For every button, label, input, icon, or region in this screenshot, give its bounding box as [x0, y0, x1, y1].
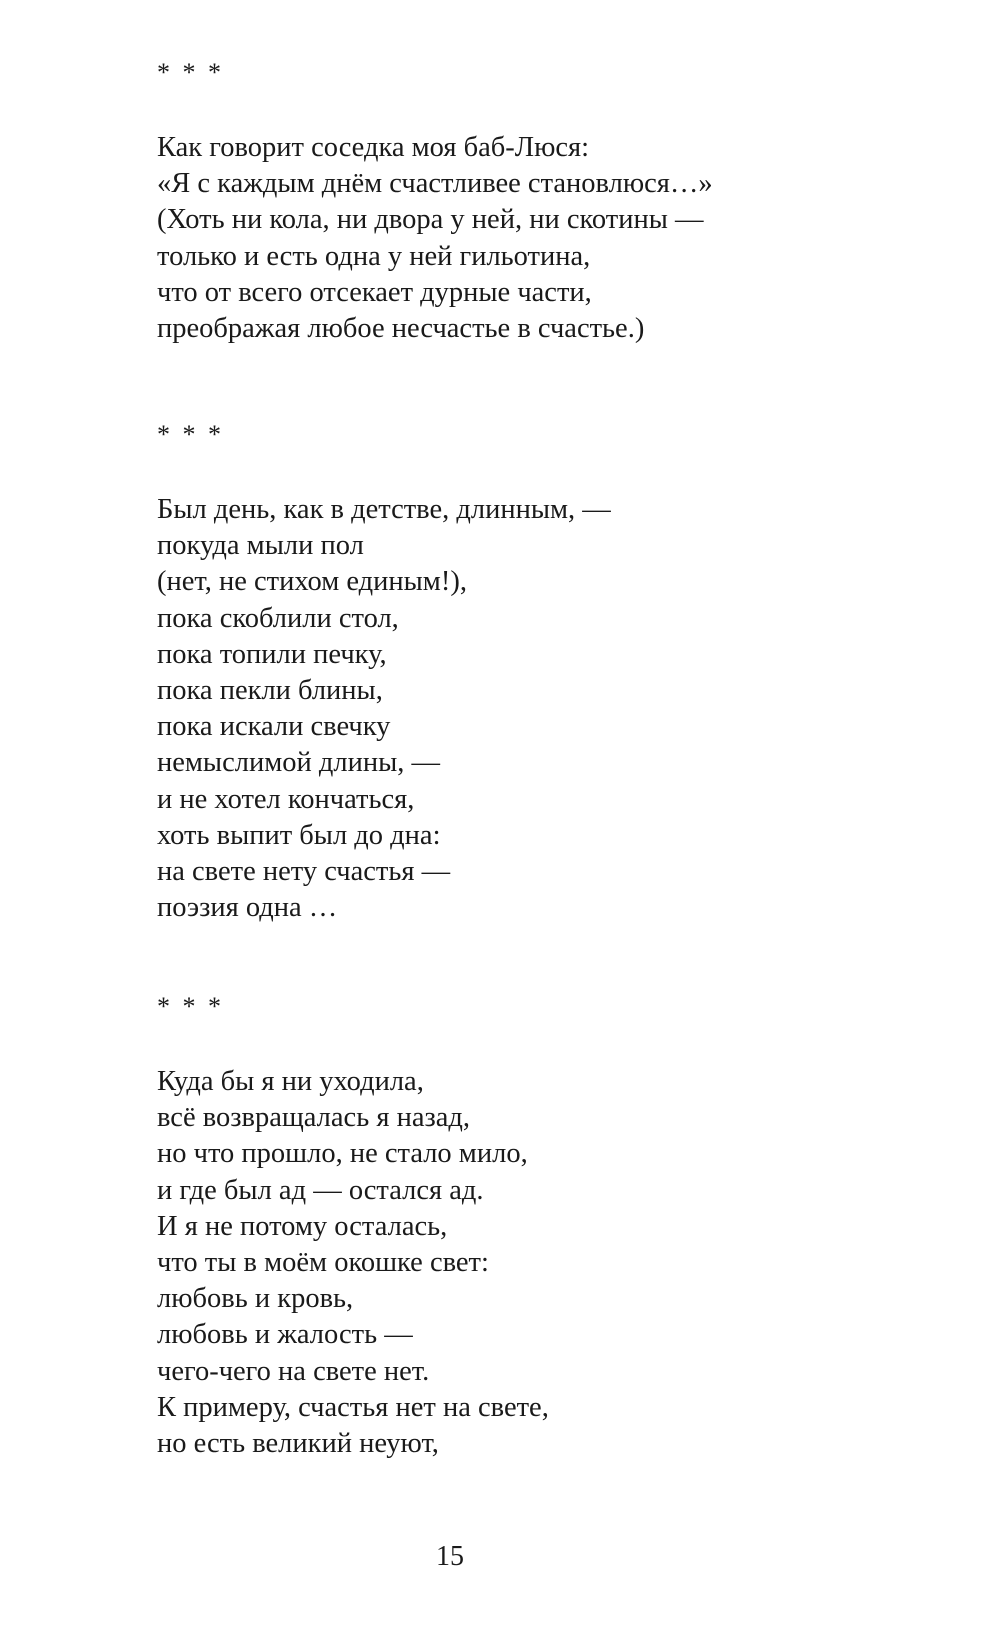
- poem-line: покуда мыли пол: [157, 530, 364, 562]
- poem-line: на свете нету счастья —: [157, 856, 451, 888]
- poem-line: любовь и кровь,: [157, 1283, 354, 1315]
- poem-line: «Я с каждым днём счастливее становлюся…»: [157, 168, 713, 200]
- poem-line: Был день, как в детстве, длинным, —: [157, 494, 611, 525]
- section-separator: * * *: [157, 420, 224, 449]
- poem-line: чего-чего на свете нет.: [157, 1355, 430, 1387]
- poem-line: Куда бы я ни уходила,: [157, 1066, 424, 1097]
- poem-line: любовь и жалость —: [157, 1319, 413, 1351]
- poem-line: но есть великий неуют,: [157, 1428, 439, 1460]
- poem-line: И я не потому осталась,: [157, 1210, 448, 1242]
- poem-line: что от всего отсекает дурные части,: [157, 276, 592, 308]
- poem-line: пока скоблили стол,: [157, 602, 399, 634]
- page-number: 15: [436, 1541, 464, 1572]
- poem-line: только и есть одна у ней гильотина,: [157, 240, 591, 272]
- poem-line: что ты в моём окошке свет:: [157, 1247, 489, 1279]
- poem-line: пока топили печку,: [157, 638, 387, 670]
- poem-line: немыслимой длины, —: [157, 747, 440, 779]
- poem-line: но что прошло, не стало мило,: [157, 1138, 528, 1170]
- section-separator: * * *: [157, 992, 224, 1021]
- poem-line: К примеру, счастья нет на свете,: [157, 1391, 549, 1423]
- section-separator: * * *: [157, 58, 224, 87]
- poem-line: преображая любое несчастье в счастье.): [157, 313, 645, 345]
- poem-line: Как говорит соседка моя баб-Люся:: [157, 132, 590, 163]
- poem-line: поэзия одна …: [157, 892, 338, 924]
- poem-line: хоть выпит был до дна:: [157, 819, 441, 851]
- poem-line: всё возвращалась я назад,: [157, 1102, 470, 1134]
- poem-line: и не хотел кончаться,: [157, 783, 415, 815]
- poem-line: (нет, не стихом единым!),: [157, 566, 467, 598]
- poem-line: (Хоть ни кола, ни двора у ней, ни скотины —: [157, 204, 704, 236]
- poem-line: пока искали свечку: [157, 711, 391, 743]
- poem-1: [157, 130, 917, 347]
- poem-2: [157, 492, 917, 926]
- poem-3: [157, 1064, 917, 1462]
- poem-line: пока пекли блины,: [157, 675, 383, 707]
- poem-line: и где был ад — остался ад.: [157, 1174, 484, 1206]
